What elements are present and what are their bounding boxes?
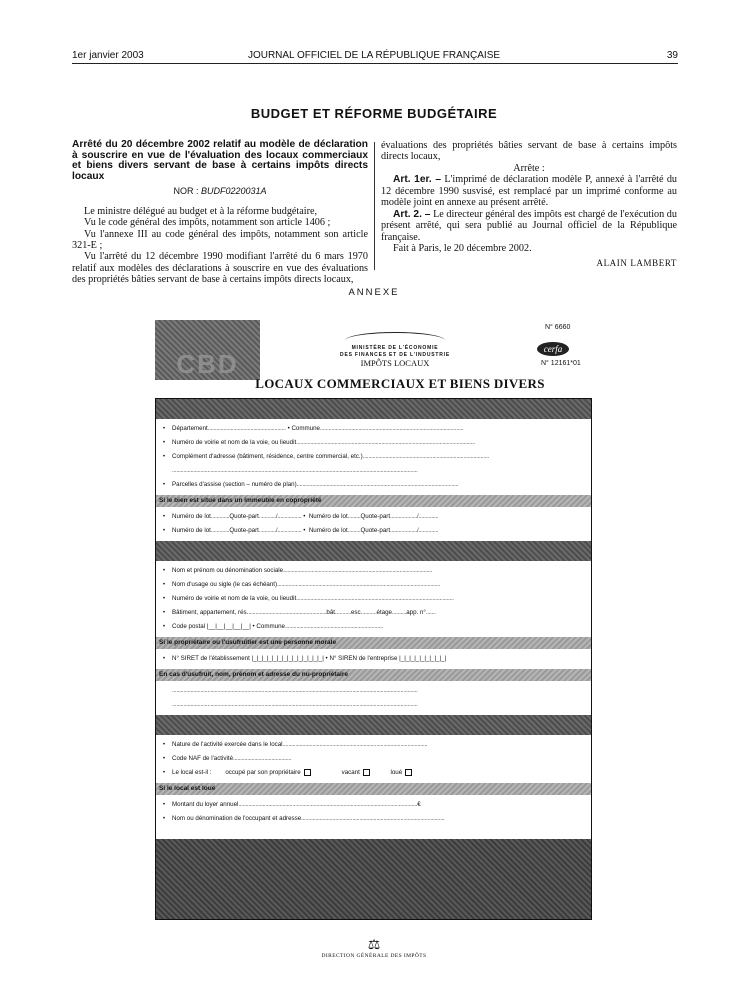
- article-2: [381, 209, 677, 243]
- band-loue: Si le local est loué: [156, 783, 591, 795]
- article-left-column: [72, 139, 368, 286]
- row-lot-1: • Numéro de lot.............Quote-part............/................. • Numéro de lot.........Quote-part.................../..............: [162, 513, 439, 520]
- row-siret: • N° SIRET de l'établissement |_|_|_|_|_|_|_|_|_|_|_|_|_|_| • N° SIREN de l'entreprise |_|_|_|_|_|_|_|_|_|: [162, 655, 447, 662]
- para-vu-annexe: Vu l'annexe III au code général des impôts, notamment son article 321-E ;: [72, 228, 368, 251]
- arrete: Arrête :: [513, 162, 545, 174]
- article-right-column: [381, 140, 677, 270]
- checkbox-loue: [405, 769, 412, 776]
- para-vu-code: Vu le code général des impôts, notamment son article 1406 ;: [84, 217, 331, 229]
- band-copropriete: Si le bien est situé dans un immeuble en copropriété: [156, 495, 591, 507]
- row-batiment: • Bâtiment, appartement, rés........................................................bât...........esc...........étage..........app. n°.......: [162, 609, 436, 616]
- para-vu-arrete: [72, 251, 368, 286]
- checkbox-vacant: [363, 769, 370, 776]
- header-date: 1er janvier 2003: [72, 50, 144, 61]
- row-lot-2: • Numéro de lot.............Quote-part............/................. • Numéro de lot.........Quote-part.................../..............: [162, 527, 439, 534]
- art1-text: L'imprimé de déclaration modèle P, annexé à l'arrêté du 12 décembre 1990 susvisé, est remplacé par un imprimé conforme au modèle joint en annexe au présent arrêté.: [381, 174, 678, 209]
- done-at: Fait à Paris, le 20 décembre 2002.: [393, 243, 532, 255]
- form-frame: [155, 398, 592, 920]
- row-usage: • Nom d'usage ou sigle (le cas échéant)...................................................................................................................: [162, 581, 441, 588]
- header-rule: [72, 63, 678, 64]
- para-continuation: évaluations des propriétés bâties servant de base à certains impôts directs locaux,: [381, 140, 677, 163]
- ministry-emblem: [330, 332, 460, 358]
- art2-text: Le directeur général des impôts est chargé de l'exécution du présent arrêté, qui sera publié au Journal officiel de la République française.: [381, 208, 677, 243]
- band-dark-2: [156, 541, 591, 561]
- band-usufruit: En cas d'usufruit, nom, prénom et adresse du nu-propriétaire: [156, 669, 591, 681]
- annexe-label: ANNEXE: [348, 287, 400, 298]
- band-personne-morale: Si le propriétaire ou l'usufruitier est une personne morale: [156, 637, 591, 649]
- cerfa-code: N° 12161*01: [541, 360, 581, 367]
- form-title: LOCAUX COMMERCIAUX ET BIENS DIVERS: [255, 376, 545, 391]
- row-usufruit-line1: .............................................................................................................................................................................: [172, 687, 418, 694]
- row-nom: • Nom et prénom ou dénomination sociale.........................................................................................................: [162, 567, 433, 574]
- cbd-logo: CBD: [155, 320, 260, 380]
- section-title: BUDGET ET RÉFORME BUDGÉTAIRE: [250, 106, 498, 121]
- para-minister: Le ministre délégué au budget et à la réforme budgétaire,: [84, 205, 318, 217]
- row-occupant: • Nom ou dénomination de l'occupant et adresse.....................................................................................................: [162, 815, 445, 822]
- page-number: 39: [666, 50, 678, 61]
- row-complement-line2: .............................................................................................................................................................................: [172, 467, 418, 474]
- article-title: Arrêté du 20 décembre 2002 relatif au modèle de déclaration à souscrire en vue de l'évaluation des locaux commerciaux et biens divers servant de base à certains impôts directs locaux: [72, 139, 368, 182]
- cerfa-logo: cerfa: [537, 342, 569, 356]
- row-local-est: • Le local est-il : occupé par son propriétaire vacant loué: [156, 767, 591, 779]
- dgi-footer-logo: [0, 937, 748, 959]
- art1-label: Art. 1er. –: [393, 174, 442, 186]
- art2-label: Art. 2. –: [393, 208, 431, 220]
- ministry-line2: DES FINANCES ET DE L'INDUSTRIE: [340, 351, 450, 358]
- header-journal: JOURNAL OFFICIEL DE LA RÉPUBLIQUE FRANÇAISE: [247, 50, 501, 61]
- band-dark-bottom: [156, 839, 591, 919]
- band-dark-3: [156, 715, 591, 735]
- row-naf: • Code NAF de l'activité.........................................: [162, 755, 292, 762]
- para-vu-arrete-text: Vu l'arrêté du 12 décembre 1990 modifiant l'arrêté du 6 mars 1970 relatif aux modèles des déclarations à souscrire en vue des évaluations des propriétés bâties servant de base à certains impôts directs locaux,: [72, 251, 368, 286]
- row-code-postal: • Code postal |__|__|__|__|__| • Commune.....................................................................: [162, 623, 383, 630]
- row-voie-2: • Numéro de voirie et nom de la voie, ou lieudit...............................................................................................................: [162, 595, 454, 602]
- band-dark-1: [156, 399, 591, 419]
- nor-label: NOR :: [173, 186, 199, 197]
- row-usufruit-line2: .............................................................................................................................................................................: [172, 701, 418, 708]
- signature: ALAIN LAMBERT: [596, 258, 677, 269]
- column-divider: [374, 142, 375, 270]
- nor-line: [72, 186, 368, 197]
- row-complement: • Complément d'adresse (bâtiment, résidence, centre commercial, etc.).........................................................................................: [162, 453, 489, 460]
- row-voie: • Numéro de voirie et nom de la voie, ou lieudit..............................................................................................................................: [162, 439, 475, 446]
- annexed-form: [155, 320, 595, 918]
- row-departement: • Département....................................................... • Commune.....................................................................................................: [162, 425, 464, 432]
- nor-code: BUDF0220031A: [200, 186, 267, 197]
- impots-locaux: IMPÔTS LOCAUX: [360, 358, 430, 368]
- dgi-emblem-icon: ⚖: [367, 937, 381, 953]
- row-loyer: • Montant du loyer annuel..............................................................................................................................€: [162, 801, 421, 808]
- cerfa-number: N° 6660: [545, 324, 571, 331]
- row-nature: • Nature de l'activité exercée dans le local......................................................................................................: [162, 741, 428, 748]
- row-parcelles: • Parcelles d'assise (section – numéro de plan)..................................................................................................................: [162, 481, 459, 488]
- checkbox-occupe: [304, 769, 311, 776]
- dgi-footer-text: DIRECTION GÉNÉRALE DES IMPÔTS: [321, 953, 427, 959]
- ministry-line1: MINISTÈRE DE L'ÉCONOMIE: [351, 345, 439, 351]
- article-1: [381, 174, 677, 208]
